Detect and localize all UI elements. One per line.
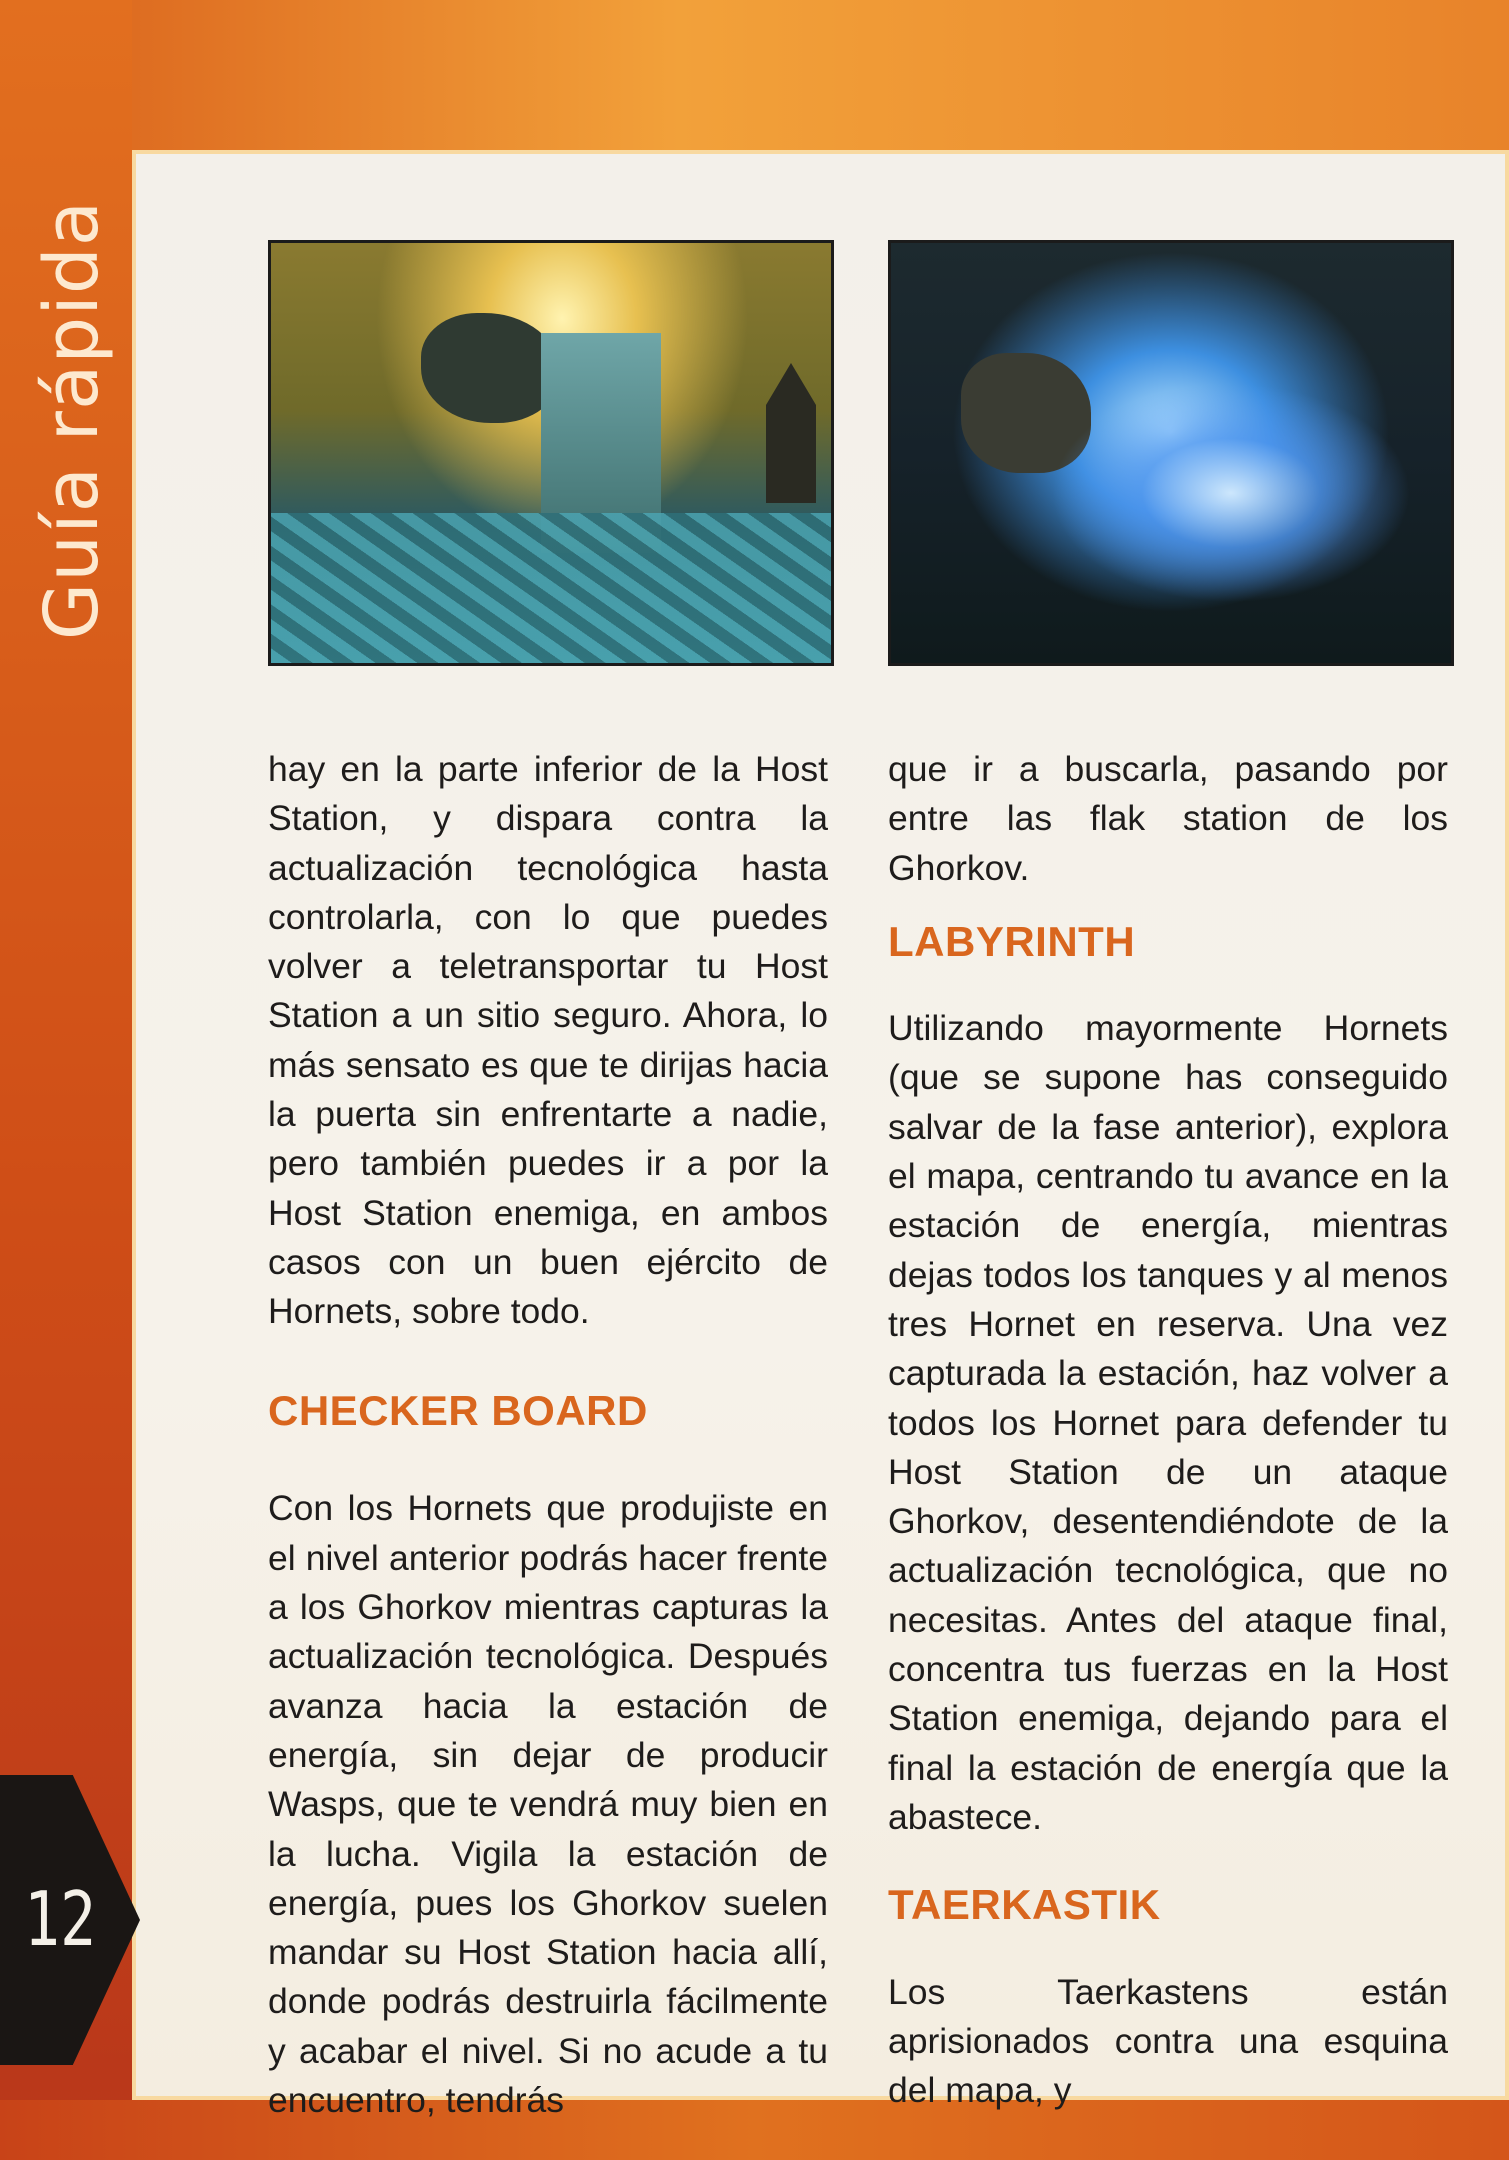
section-title-text: Guía rápida <box>29 199 116 641</box>
left-text-column <box>268 745 828 2125</box>
page-number: 12 <box>23 1876 97 1964</box>
labyrinth-paragraph: Utilizando mayormente Hornets (que se supone has conseguido salvar de la fase anterior), explora el mapa, centrando tu avance en la estación de energía, mientras dejas todos los tanques y al menos tres Hornet en reserva. Una vez capturada la estación, haz volver a todos los Hornet para defender tu Host Station de un ataque Ghorkov, desentendiéndote de la actualización tecnológica, que no necesitas. Antes del ataque final, concentra tus fuerzas en la Host Station enemiga, dejando para el final la estación de energía que la abastece. <box>888 1008 1448 1837</box>
spacer <box>888 1842 1448 1880</box>
checker-board-paragraph: Con los Hornets que produjiste en el nivel anterior podrás hacer frente a los Ghorkov mientras capturas la actualización tecnológica. Después avanza hacia la estación de energía, sin dejar de producir Wasps, que te vendrá muy bien en la lucha. Vigila la estación de energía, pues los Ghorkov suelen mandar su Host Station hacia allí, donde podrás destruirla fácilmente y acabar el nivel. Si no acude a tu encuentro, tendrás <box>268 1488 828 2121</box>
section-title <box>22 140 122 700</box>
heading-taerkastik: TAERKASTIK <box>888 1881 1161 1929</box>
grid-floor <box>271 513 831 663</box>
game-screenshot-host-station <box>268 240 834 666</box>
dark-spire <box>766 363 816 503</box>
taerkastik-paragraph: Los Taerkastens están aprisionados contra una esquina del mapa, y <box>888 1971 1448 2111</box>
intro-paragraph: hay en la parte inferior de la Host Station, y dispara contra la actualización tecnológica hasta controlarla, con lo que puedes volver a teletransportar tu Host Station a un sitio seguro. Ahora, lo más sensato es que te dirijas hacia la puerta sin enfrentarte a nadie, pero también puedes ir a por la Host Station enemiga, en ambos casos con un buen ejército de Hornets, sobre todo. <box>268 749 828 1332</box>
heading-labyrinth: LABYRINTH <box>888 917 1136 965</box>
spacer <box>888 893 1448 917</box>
spacer <box>268 1435 828 1484</box>
spacer <box>268 1337 828 1386</box>
spacer <box>888 1930 1448 1968</box>
right-text-column <box>888 745 1448 2115</box>
energy-blast <box>1051 383 1411 603</box>
continuation-paragraph: que ir a buscarla, pasando por entre las flak station de los Ghorkov. <box>888 749 1448 888</box>
floating-rock <box>421 313 561 423</box>
spacer <box>888 966 1448 1004</box>
heading-checker-board: CHECKER BOARD <box>268 1386 648 1434</box>
top-border-band <box>0 0 1509 150</box>
game-screenshot-blue-explosion <box>888 240 1454 666</box>
